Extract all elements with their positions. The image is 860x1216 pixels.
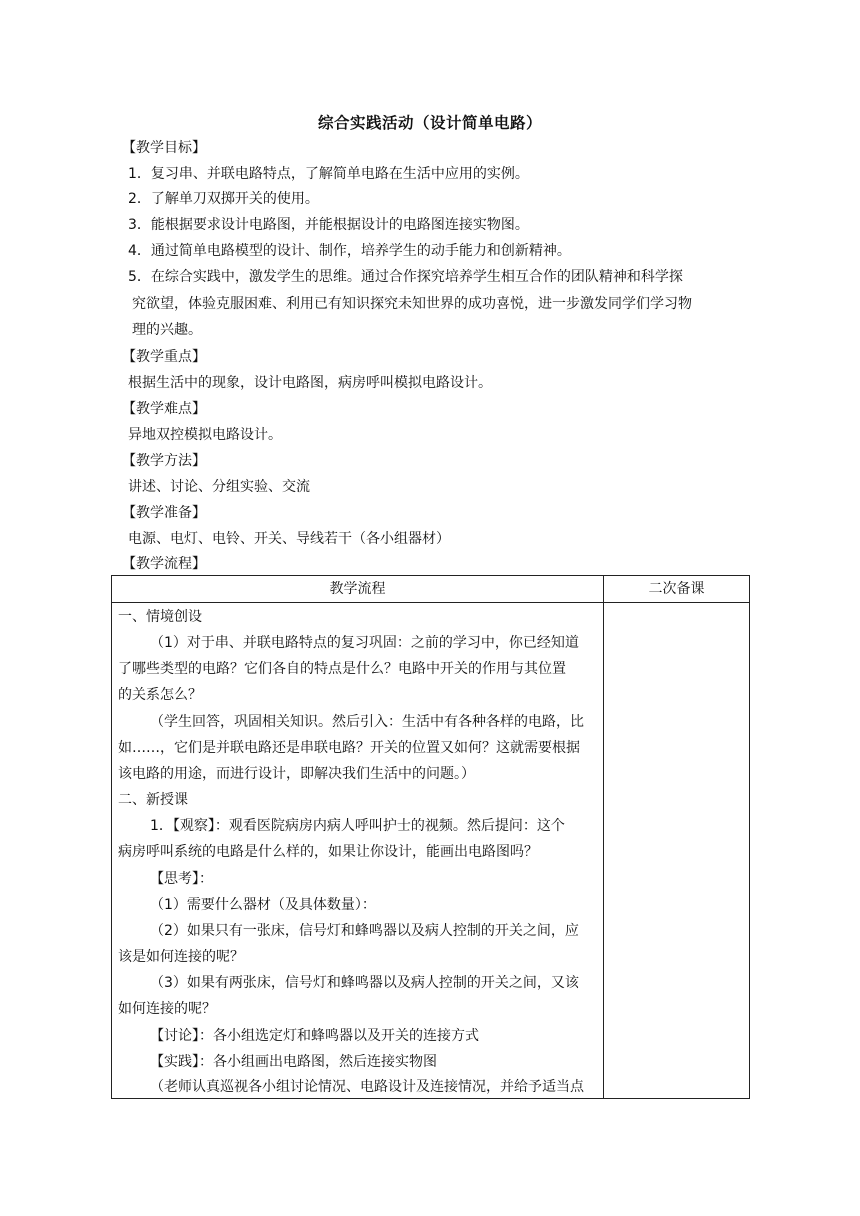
flow-line: 二、新授课 [118, 792, 188, 808]
flow-line: （老师认真巡视各小组讨论情况、电路设计及连接情况，并给予适当点 [150, 1079, 584, 1095]
flow-line: 该是如何连接的呢？ [118, 949, 244, 965]
key-text: 根据生活中的现象，设计电路图，病房呼叫模拟电路设计。 [128, 375, 492, 391]
flow-line: 1．【观察】：观看医院病房内病人呼叫护士的视频。然后提问：这个 [150, 818, 565, 834]
goal-item: 1．复习串、并联电路特点，了解简单电路在生活中应用的实例。 [128, 166, 529, 182]
flow-line: 【讨论】：各小组选定灯和蜂鸣器以及开关的连接方式 [150, 1028, 479, 1044]
document-title: 综合实践活动（设计简单电路） [317, 114, 542, 132]
flow-line: 病房呼叫系统的电路是什么样的，如果让你设计，能画出电路图吗？ [118, 844, 538, 860]
flow-line: 了哪些类型的电路？它们各自的特点是什么？电路中开关的作用与其位置 [118, 661, 566, 677]
goal-item: 3．能根据要求设计电路图，并能根据设计的电路图连接实物图。 [128, 217, 529, 233]
goal-item: 2．了解单刀双掷开关的使用。 [128, 191, 319, 207]
flow-line: （3）如果有两张床，信号灯和蜂鸣器以及病人控制的开关之间，又该 [150, 975, 579, 991]
flow-line: （1）对于串、并联电路特点的复习巩固：之前的学习中，你已经知道 [150, 635, 579, 651]
flow-line: （1）需要什么器材（及具体数量）： [150, 897, 376, 913]
flow-line: 【思考】： [150, 871, 213, 887]
key-header: 【教学重点】 [122, 349, 206, 365]
goal-item: 5．在综合实践中，激发学生的思维。通过合作探究培养学生相互合作的团队精神和科学探 [128, 269, 683, 285]
flow-line: 一、情境创设 [118, 609, 202, 625]
teaching-flow-table [111, 575, 750, 1099]
flow-line: 如何连接的呢？ [118, 1001, 216, 1017]
flow-header: 【教学流程】 [122, 556, 206, 572]
goal-item: 4．通过简单电路模型的设计、制作，培养学生的动手能力和创新精神。 [128, 243, 571, 259]
flow-line: 如……，它们是并联电路还是串联电路？开关的位置又如何？这就需要根据 [118, 740, 580, 756]
flow-content-cell [112, 603, 604, 1099]
difficulty-text: 异地双控模拟电路设计。 [128, 427, 282, 443]
secondary-notes-cell [604, 603, 750, 1099]
flow-line: 【实践】：各小组画出电路图，然后连接实物图 [150, 1054, 437, 1070]
goal-item-continued: 究欲望，体验克服困难、利用已有知识探究未知世界的成功喜悦，进一步激发同学们学习物 [132, 296, 692, 312]
prep-text: 电源、电灯、电铃、开关、导线若干（各小组器材） [128, 531, 450, 547]
goals-header: 【教学目标】 [122, 140, 206, 156]
prep-header: 【教学准备】 [122, 505, 206, 521]
difficulty-header: 【教学难点】 [122, 401, 206, 417]
flow-line: （学生回答，巩固相关知识。然后引入：生活中有各种各样的电路，比 [150, 714, 584, 730]
flow-line: （2）如果只有一张床，信号灯和蜂鸣器以及病人控制的开关之间，应 [150, 923, 579, 939]
flow-line: 该电路的用途，而进行设计，即解决我们生活中的问题。） [118, 766, 475, 782]
table-header-flow: 教学流程 [112, 576, 604, 603]
table-header-notes: 二次备课 [604, 576, 750, 603]
method-text: 讲述、讨论、分组实验、交流 [128, 479, 310, 495]
flow-line: 的关系怎么？ [118, 687, 202, 703]
goal-item-continued: 理的兴趣。 [132, 322, 202, 338]
method-header: 【教学方法】 [122, 453, 206, 469]
